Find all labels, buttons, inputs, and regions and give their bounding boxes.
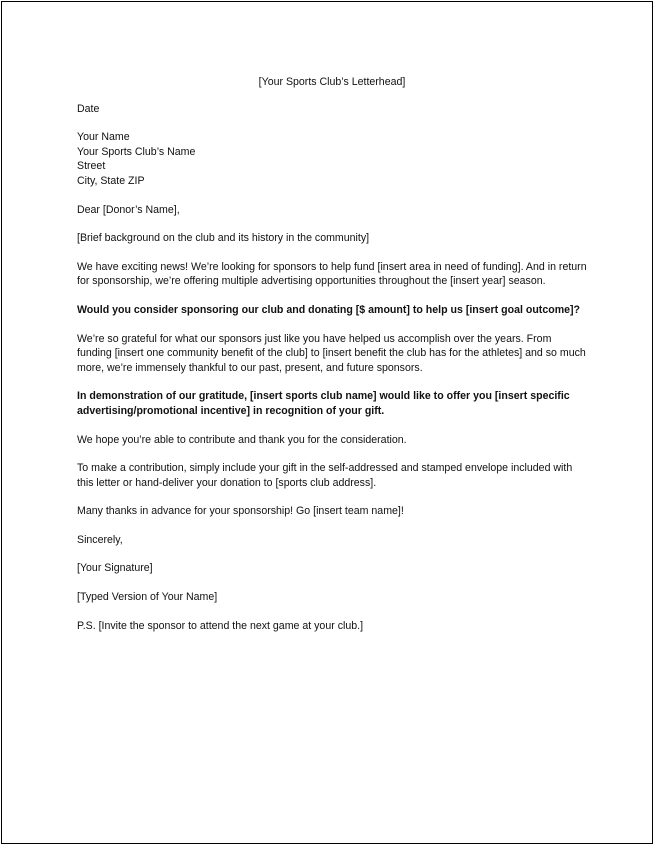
letterhead: [Your Sports Club’s Letterhead] bbox=[258, 76, 406, 88]
paragraph-ask: Would you consider sponsoring our club and donating [$ amount] to help us [insert goal outcome]? bbox=[77, 303, 581, 316]
sender-address bbox=[77, 130, 587, 188]
paragraph-offer: In demonstration of our gratitude, [insert sports club name] would like to offer you [insert specific advertising/promotional incentive] in recognition of your gift. bbox=[77, 390, 570, 417]
paragraph-thanks: Many thanks in advance for your sponsorship! Go [insert team name]! bbox=[77, 505, 404, 518]
letter-page bbox=[1, 1, 653, 844]
signature-placeholder: [Your Signature] bbox=[77, 562, 153, 575]
typed-name: [Typed Version of Your Name] bbox=[77, 591, 218, 604]
greeting: Dear [Donor’s Name], bbox=[77, 203, 180, 216]
closing: Sincerely, bbox=[77, 533, 123, 546]
paragraph-instructions: To make a contribution, simply include your gift in the self-addressed and stamped envelope included with this letter or hand-deliver your donation to [sports club address]. bbox=[77, 462, 573, 489]
postscript: P.S. [Invite the sponsor to attend the next game at your club.] bbox=[77, 619, 364, 632]
paragraph-hope: We hope you’re able to contribute and thank you for the consideration. bbox=[77, 433, 407, 446]
letter-body bbox=[77, 75, 587, 647]
sender-name: Your Name bbox=[77, 131, 130, 144]
paragraph-background: [Brief background on the club and its history in the community] bbox=[77, 232, 370, 245]
date-line: Date bbox=[77, 102, 100, 115]
sender-club: Your Sports Club’s Name bbox=[77, 145, 196, 158]
paragraph-news: We have exciting news! We’re looking for sponsors to help fund [insert area in need of funding]. And in return for sponsorship, we’re offering multiple advertising opportunities throughout the [insert year] season. bbox=[77, 260, 587, 288]
paragraph-gratitude: We’re so grateful for what our sponsors just like you have helped us accomplish over the years. From funding [insert one community benefit of the club] to [insert benefit the club has for the athletes] and so much more, we’re immensely thankful to our past, present, and future sponsors. bbox=[77, 332, 586, 374]
sender-city: City, State ZIP bbox=[77, 174, 145, 187]
sender-street: Street bbox=[77, 160, 106, 173]
